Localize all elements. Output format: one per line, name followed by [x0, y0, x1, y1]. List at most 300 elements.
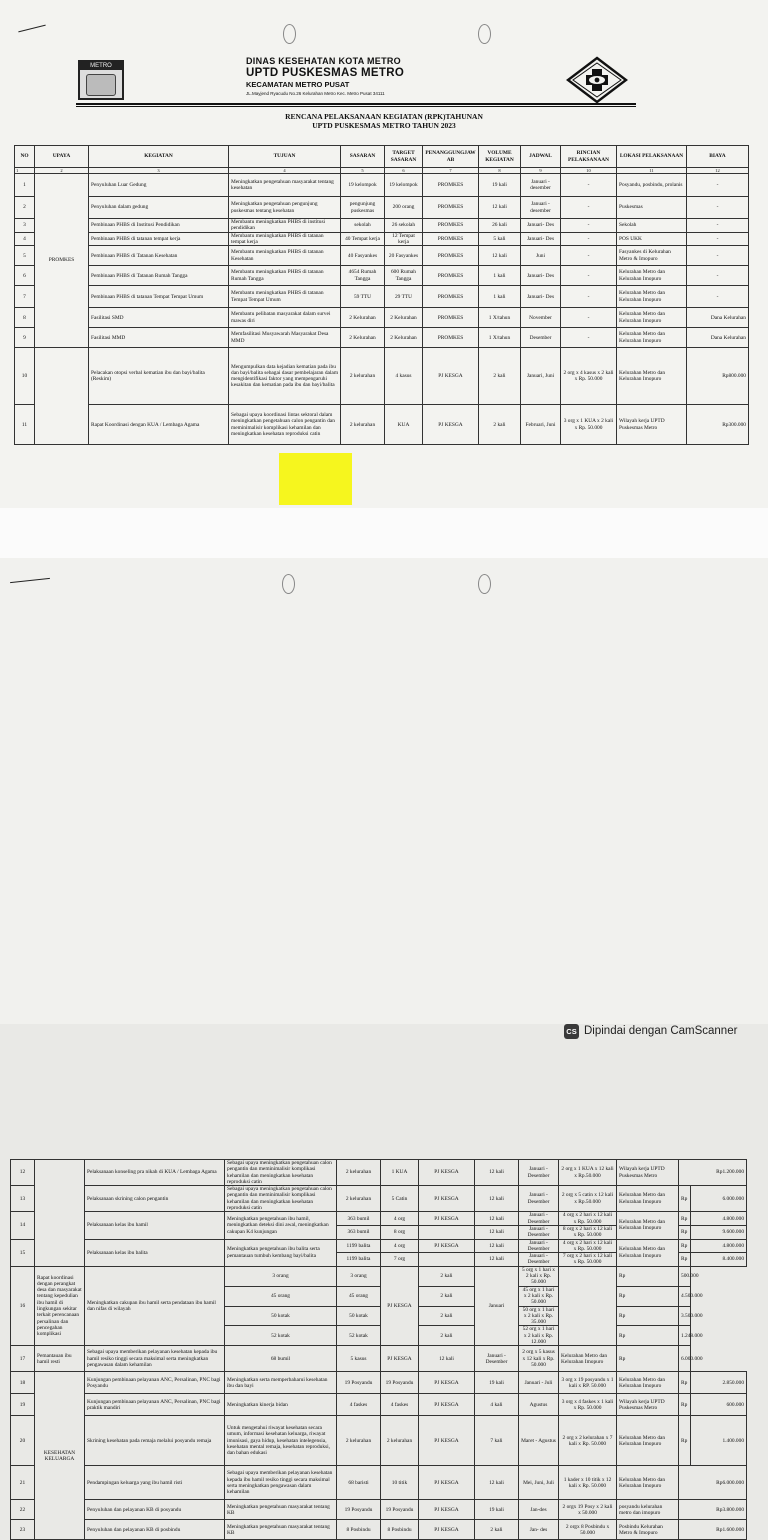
lokasi-cell: Kelurahan Metro dan Kelurahan Imopuro: [559, 1346, 617, 1372]
lokasi-cell: Kelurahan Metro dan Kelurahan Imopuro: [617, 1212, 679, 1239]
row-number: 3: [15, 219, 35, 233]
row-number: 23: [11, 1520, 35, 1540]
rincian-cell: 2 org x 5 kasus x 12 kali x Rp. 50.000: [519, 1346, 559, 1372]
biaya-cell: Rp1.200.000: [679, 1160, 747, 1186]
volume-cell: 26 kali: [479, 219, 521, 233]
tujuan-cell: Memfasilitasi Musyawarah Masyarakat Desa MMD: [229, 328, 341, 348]
punch-hole: [478, 574, 491, 594]
biaya-prefix-cell: Rp: [617, 1266, 679, 1286]
target-cell: 2 Kelurahan: [385, 308, 423, 328]
page-gap: [0, 508, 768, 1037]
kegiatan-cell: Pendampingan keluarga yang ibu hamil risti: [85, 1466, 225, 1500]
sasaran-cell: 8 Posbindu: [337, 1520, 381, 1540]
rincian-cell: 2 org x 5 catin x 12 kali x Rp.50.000: [559, 1186, 617, 1212]
row-number: 5: [15, 246, 35, 266]
biaya-cell: 9.600.000: [691, 1225, 747, 1239]
jadwal-cell: Desember: [521, 328, 561, 348]
agency-name: DINAS KESEHATAN KOTA METRO: [246, 56, 401, 66]
column-number: 5: [341, 168, 385, 174]
tujuan-cell: Mengumpulkan data kejadian kematian pada ibu dan bayi/balita sebagai dasar pembelajaran dalam mengidentifikasi faktor yang mempengaruhi kesakitan dan kematian pada ibu dan bayi/balita: [229, 348, 341, 405]
row-number: 6: [15, 266, 35, 286]
kegiatan-cell: Pelaksanaan konseling pra nikah di KUA / Lembaga Agama: [85, 1160, 225, 1186]
pj-cell: PJ KESGA: [419, 1160, 475, 1186]
rincian-cell: -: [561, 246, 617, 266]
jadwal-cell: Januari - desember: [521, 174, 561, 197]
volume-cell: 2 kali: [419, 1286, 475, 1306]
lokasi-cell: Wilayah kerja UPTD Puskesmas Metro: [617, 1160, 679, 1186]
biaya-cell: 8.400.000: [691, 1253, 747, 1267]
sasaran-cell: 2 kelurahan: [337, 1160, 381, 1186]
row-number: 14: [11, 1212, 35, 1239]
sasaran-cell: 52 kotak: [225, 1326, 337, 1346]
rincian-cell: 4 org x 2 hari x 12 kali x Rp. 50.000: [559, 1212, 617, 1226]
jadwal-cell: Februari, Juni: [521, 405, 561, 445]
target-cell: KUA: [385, 405, 423, 445]
biaya-prefix-cell: Rp: [679, 1225, 691, 1239]
jadwal-cell: Januari- Des: [521, 219, 561, 233]
table-row: [11, 1160, 747, 1186]
pj-cell: PJ KESGA: [419, 1372, 475, 1394]
jadwal-cell: Januari - Desember: [475, 1346, 519, 1372]
pj-cell: PJ KESGA: [419, 1416, 475, 1466]
table-row: [15, 246, 749, 266]
column-header: VOLUME KEGIATAN: [479, 146, 521, 168]
table-row: [11, 1186, 747, 1212]
biaya-prefix-cell: Rp: [679, 1394, 691, 1416]
kegiatan-cell: Pelaksanaan kelas ibu hamil: [85, 1212, 225, 1239]
column-number: 7: [423, 168, 479, 174]
lokasi-cell: Kelurahan Metro dan Kelurahan Imopuro: [617, 1372, 679, 1394]
row-number: 12: [11, 1160, 35, 1186]
jadwal-cell: Jan-des: [519, 1500, 559, 1520]
column-number: 10: [561, 168, 617, 174]
table-row: [15, 286, 749, 308]
rincian-cell: 7 org x 2 hari x 12 kali x Rp. 50.000: [559, 1253, 617, 1267]
pj-cell: PJ KESGA: [423, 405, 479, 445]
upaya-cell: PROMKES: [35, 174, 89, 348]
row-number: 20: [11, 1416, 35, 1466]
sasaran-cell: 2 Kelurahan: [341, 328, 385, 348]
pj-cell: PROMKES: [423, 232, 479, 246]
target-cell: 4 faskes: [381, 1394, 419, 1416]
table-row: [15, 308, 749, 328]
rincian-cell: -: [561, 286, 617, 308]
row-number: 4: [15, 232, 35, 246]
target-cell: 52 kotak: [337, 1326, 381, 1346]
column-number: 3: [89, 168, 229, 174]
district-name: KECAMATAN METRO PUSAT: [246, 80, 350, 89]
sasaran-cell: 2 kelurahan: [337, 1416, 381, 1466]
table-row: [11, 1372, 747, 1394]
biaya-cell: Rp1.600.000: [679, 1520, 747, 1540]
tujuan-cell: Meningkatkan pengetahuan pengunjung puskesmas tentang kesehatan: [229, 197, 341, 219]
pj-cell: PJ KESGA: [419, 1394, 475, 1416]
kegiatan-cell: Pembinaan PHBS di Tatanan Kesehatan: [89, 246, 229, 266]
sasaran-cell: 4654 Rumah Tangga: [341, 266, 385, 286]
sasaran-cell: 59 TTU: [341, 286, 385, 308]
rincian-cell: 3 org x 4 faskes x 1 kali x Rp. 50.000: [559, 1394, 617, 1416]
biaya-prefix-cell: Rp: [679, 1212, 691, 1226]
column-header: SASARAN: [341, 146, 385, 168]
column-header: BIAYA: [687, 146, 749, 168]
pj-cell: PJ KESGA: [419, 1466, 475, 1500]
kegiatan-cell: Penyuluhan dan pelayanan KB di posyandu: [85, 1500, 225, 1520]
biaya-cell: 600.000: [691, 1394, 747, 1416]
tujuan-cell: Meningkatkan pengetahuan masyarakat tentang KB: [225, 1520, 337, 1540]
institution-name: UPTD PUSKESMAS METRO: [246, 67, 405, 79]
lokasi-cell: Kelurahan Metro dan Kelurahan Imopuro: [617, 1186, 679, 1212]
lokasi-cell: posyandu kelurahan metro dan imopuro: [617, 1500, 679, 1520]
volume-cell: 2 kali: [479, 405, 521, 445]
target-cell: 50 kotak: [337, 1306, 381, 1326]
rincian-cell: 2 org x 1 KUA x 12 kali x Rp.50.000: [559, 1160, 617, 1186]
target-cell: 26 sekolah: [385, 219, 423, 233]
lokasi-cell: Kelurahan Metro dan Kelurahan Imopuro: [617, 1239, 679, 1266]
rincian-cell: 2 orgx 19 Posy x 2 kali x 50.000: [559, 1500, 617, 1520]
punch-hole: [282, 574, 295, 594]
tujuan-cell: Membantu meningkatkan PHBS di institusi pendidikan: [229, 219, 341, 233]
lokasi-cell: POS UKK: [617, 232, 687, 246]
tujuan-cell: Meningkatkan pengetahuan masyarakat tentang kesehatan: [229, 174, 341, 197]
rincian-cell: -: [561, 266, 617, 286]
sasaran-cell: 68 baristi: [337, 1466, 381, 1500]
row-number: 8: [15, 308, 35, 328]
biaya-cell: -: [687, 219, 749, 233]
column-number: 8: [479, 168, 521, 174]
rincian-cell: -: [561, 174, 617, 197]
biaya-cell: -: [687, 286, 749, 308]
target-cell: 10 titik: [381, 1466, 419, 1500]
target-cell: 45 orang: [337, 1286, 381, 1306]
sasaran-cell: 2 kelurahan: [341, 405, 385, 445]
jadwal-cell: November: [521, 308, 561, 328]
volume-cell: 12 kali: [475, 1239, 519, 1253]
sasaran-cell: 2 Kelurahan: [341, 308, 385, 328]
table-row: [11, 1394, 747, 1416]
rincian-cell: -: [561, 328, 617, 348]
column-number: 1: [15, 168, 35, 174]
biaya-cell: 4.800.000: [691, 1239, 747, 1253]
pj-cell: PJ KESGA: [381, 1266, 419, 1346]
biaya-prefix-cell: Rp: [617, 1326, 679, 1346]
column-header: RINCIAN PELAKSANAAN: [561, 146, 617, 168]
volume-cell: 1 kali: [479, 286, 521, 308]
sasaran-cell: 2 kelurahan: [341, 348, 385, 405]
address: JL.Mayjend Ryacudu No.26 Kelurahan Metro Kec. Metro Pusat 34111: [246, 91, 385, 96]
target-cell: 19 kelompok: [385, 174, 423, 197]
row-number: 2: [15, 197, 35, 219]
table-row: [15, 405, 749, 445]
tujuan-cell: Meningkatkan pengetahuan ibu hamil, meningkatkan deteksi dini awal, meningkatkan cakupan K4 kunjungan: [225, 1212, 337, 1239]
kegiatan-cell: Pembinaan PHBS di Tatanan Rumah Tangga: [89, 266, 229, 286]
biaya-prefix-cell: Rp: [617, 1286, 679, 1306]
biaya-cell: 4.500.000: [679, 1286, 691, 1306]
tujuan-cell: Meningkatkan pengetahuan ibu balita serta pemantauan tumbuh kembang bayi/balita: [225, 1239, 337, 1266]
target-cell: 2 kelurahan: [381, 1416, 419, 1466]
volume-cell: 12 kali: [479, 246, 521, 266]
row-number: 11: [15, 405, 35, 445]
table-row: [11, 1416, 747, 1466]
row-number: 21: [11, 1466, 35, 1500]
table-row: [11, 1520, 747, 1540]
target-cell: 12 Tempat kerja: [385, 232, 423, 246]
volume-cell: 12 kali: [475, 1225, 519, 1239]
row-number: 7: [15, 286, 35, 308]
rincian-cell: -: [561, 219, 617, 233]
biaya-cell: Rp800.000: [687, 348, 749, 405]
lokasi-cell: Posbindu Kelurahan Metro & Imopuro: [617, 1520, 679, 1540]
rincian-cell: 50 org x 1 hari x 2 kali x Rp. 35.000: [519, 1306, 559, 1326]
column-number: 11: [617, 168, 687, 174]
table-row: [15, 266, 749, 286]
pen-mark: [10, 578, 50, 583]
pj-cell: PJ KESGA: [419, 1520, 475, 1540]
pj-cell: [419, 1253, 475, 1267]
table-row: [15, 348, 749, 405]
kegiatan-cell: Pembinaan PHBS di Institusi Pendidikan: [89, 219, 229, 233]
table-row: [11, 1239, 747, 1253]
target-cell: 4 org: [381, 1212, 419, 1226]
column-number: 9: [521, 168, 561, 174]
kegiatan-cell: Pembinaan PHBS di tatanan Tempat Tempat Umum: [89, 286, 229, 308]
kegiatan-cell: Pelacakan otopsi verbal kematian ibu dan bayi/balita (Reskim): [89, 348, 229, 405]
lokasi-cell: Wilayah kerja UPTD Puskesmas Metro: [617, 1394, 679, 1416]
table-row: [11, 1500, 747, 1520]
jadwal-cell: Januari, Juni: [521, 348, 561, 405]
upaya-cell: KESEHATAN KELUARGA: [35, 1372, 85, 1540]
target-cell: 2 Kelurahan: [385, 328, 423, 348]
biaya-prefix-cell: Rp: [679, 1239, 691, 1253]
target-cell: 29 TTU: [385, 286, 423, 308]
pj-cell: PJ KESGA: [419, 1500, 475, 1520]
target-cell: 5 kasus: [337, 1346, 381, 1372]
row-number: 18: [11, 1372, 35, 1394]
tujuan-cell: Meningkatkan pengetahuan masyarakat tentang KB: [225, 1500, 337, 1520]
biaya-cell: 500.000: [679, 1266, 691, 1286]
target-cell: 8 org: [381, 1225, 419, 1239]
lokasi-cell: Kelurahan Metro dan Kelurahan Imopuro: [617, 328, 687, 348]
table-row: [15, 328, 749, 348]
kegiatan-cell: Pembinaan PHBS di tatanan tempat kerja: [89, 232, 229, 246]
jadwal-cell: Maret - Agustus: [519, 1416, 559, 1466]
jadwal-cell: Agustus: [519, 1394, 559, 1416]
kegiatan-cell: Fasilitasi SMD: [89, 308, 229, 328]
sasaran-cell: 19 kelompok: [341, 174, 385, 197]
kegiatan-cell: Kunjungan pembinaan pelayanan ANC, Persalinan, PNC bagi Posyandu: [85, 1372, 225, 1394]
volume-cell: 1 X/tahun: [479, 308, 521, 328]
tujuan-cell: Sebagai upaya koordinasi lintas sektoral dalam meningkatkan pengetahuan calon pengantin dan meminimalisir komplikasi kehamilan dan meningkatkan kesehatan reproduksi catin: [229, 405, 341, 445]
pj-cell: PROMKES: [423, 308, 479, 328]
sasaran-cell: pengunjung puskesmas: [341, 197, 385, 219]
volume-cell: 2 kali: [419, 1306, 475, 1326]
biaya-cell: -: [687, 197, 749, 219]
volume-cell: 2 kali: [479, 348, 521, 405]
biaya-cell: 2.850.000: [691, 1372, 747, 1394]
punch-hole: [283, 24, 296, 44]
kegiatan-cell: Pelaksanaan skrining calon pengantin: [85, 1186, 225, 1212]
tujuan-cell: Meningkatkan cakupan ibu hamil serta pendataan ibu hamil dan nifas di wilayah: [85, 1266, 225, 1346]
sasaran-cell: 363 bumil: [337, 1212, 381, 1226]
kegiatan-cell: Penyuluhan Luar Gedung: [89, 174, 229, 197]
table-row: [11, 1466, 747, 1500]
lokasi-cell: Kelurahan Metro dan Kelurahan Imopuro: [617, 1466, 679, 1500]
volume-cell: 12 kali: [475, 1160, 519, 1186]
jadwal-cell: Januari - Desember: [519, 1212, 559, 1226]
volume-cell: 12 kali: [419, 1346, 475, 1372]
sasaran-cell: 40 Fasyankes: [341, 246, 385, 266]
tujuan-cell: Untuk mengetahui riwayat kesehatan secara umum, informasi kesehatan keluarga, riwayat imunisasi, gaya hidup, kesehatan intelegensia, kesehatan mental remaja, kesehatan reproduksi, dan bahan edukasi: [225, 1416, 337, 1466]
biaya-prefix-cell: Rp: [679, 1372, 691, 1394]
rincian-cell: 52 org x 1 hari x 2 kali x Rp. 12.000: [519, 1326, 559, 1346]
volume-cell: 2 kali: [419, 1266, 475, 1286]
kegiatan-cell: Rapat koordinasi dengan perangkat desa dan masyarakat tentang kepedulian ibu hamil di lingkungan sekitar terkait perencanaan persalinan dan pencegahan komplikasi: [35, 1266, 85, 1346]
biaya-cell: -: [687, 266, 749, 286]
column-number: 4: [229, 168, 341, 174]
table-row: [15, 174, 749, 197]
volume-cell: 12 kali: [475, 1466, 519, 1500]
camscanner-watermark: [564, 1022, 737, 1040]
volume-cell: 19 kali: [479, 174, 521, 197]
sasaran-cell: 68 bumil: [225, 1346, 337, 1372]
rincian-cell: -: [561, 308, 617, 328]
column-header: TARGET SASARAN: [385, 146, 423, 168]
biaya-prefix-cell: Rp: [617, 1306, 679, 1326]
sasaran-cell: 3 orang: [225, 1266, 337, 1286]
target-cell: 4 kasus: [385, 348, 423, 405]
kegiatan-cell: Rapat Koordinasi dengan KUA / Lembaga Agama: [89, 405, 229, 445]
biaya-cell: Rp3.800.000: [679, 1500, 747, 1520]
biaya-cell: -: [687, 246, 749, 266]
volume-cell: 1 X/tahun: [479, 328, 521, 348]
pj-cell: PROMKES: [423, 197, 479, 219]
tujuan-cell: Membantu meningkatkan PHBS di tatanan Kesehatan: [229, 246, 341, 266]
tujuan-cell: Membantu meningkatkan PHBS di tatanan tempat kerja: [229, 232, 341, 246]
kegiatan-cell: Kunjungan pembinaan pelayanan ANC, Persalinan, PNC bagi praktik mandiri: [85, 1394, 225, 1416]
pj-cell: PROMKES: [423, 219, 479, 233]
volume-cell: 19 kali: [475, 1500, 519, 1520]
biaya-prefix-cell: Rp: [617, 1346, 679, 1372]
volume-cell: 7 kali: [475, 1416, 519, 1466]
lokasi-cell: Kelurahan Metro dan Kelurahan Imopuro: [617, 348, 687, 405]
jadwal-cell: Januari - Desember: [519, 1253, 559, 1267]
table-row: [15, 219, 749, 233]
pj-cell: PJ KESGA: [419, 1186, 475, 1212]
rincian-cell: 2 orgx 8 Posbindu x 50.000: [559, 1520, 617, 1540]
jadwal-cell: Juni: [521, 246, 561, 266]
target-cell: 19 Posyandu: [381, 1372, 419, 1394]
volume-cell: 19 kali: [475, 1372, 519, 1394]
row-number: 9: [15, 328, 35, 348]
row-number: 10: [15, 348, 35, 405]
row-number: 19: [11, 1394, 35, 1416]
rincian-cell: -: [561, 197, 617, 219]
volume-cell: 2 kali: [419, 1326, 475, 1346]
target-cell: 600 Rumah Tangga: [385, 266, 423, 286]
jadwal-cell: Januari - Desember: [519, 1186, 559, 1212]
sasaran-cell: 2 kelurahan: [337, 1186, 381, 1212]
lokasi-cell: Wilayah kerja UPTD Puskesmas Metro: [617, 405, 687, 445]
tujuan-cell: Membantu meningkatkan PHBS di tatanan Rumah Tangga: [229, 266, 341, 286]
column-header: TUJUAN: [229, 146, 341, 168]
volume-cell: 12 kali: [475, 1186, 519, 1212]
jadwal-cell: Januari - Desember: [519, 1239, 559, 1253]
tujuan-cell: Sebagai upaya meningkatkan pengetahuan calon pengantin dan meminimalisir komplikasi kehamilan dan meningkatkan kesehatan reproduksi catin: [225, 1186, 337, 1212]
column-header: PENANGGUNGJAW AB: [423, 146, 479, 168]
puskesmas-logo-icon: [566, 56, 628, 104]
lokasi-cell: Posyandu, posbindu, prolanis: [617, 174, 687, 197]
kegiatan-cell: Pelaksanaan kelas ibu balita: [85, 1239, 225, 1266]
row-number: 16: [11, 1266, 35, 1346]
target-cell: 7 org: [381, 1253, 419, 1267]
pj-cell: PJ KESGA: [423, 348, 479, 405]
row-number: 15: [11, 1239, 35, 1266]
target-cell: 8 Posbindu: [381, 1520, 419, 1540]
pj-cell: PJ KESGA: [419, 1212, 475, 1226]
sasaran-cell: 40 Tempat kerja: [341, 232, 385, 246]
kegiatan-cell: Penyuluhan dalam gedung: [89, 197, 229, 219]
column-header: NO: [15, 146, 35, 168]
sasaran-cell: 363 bumil: [337, 1225, 381, 1239]
pj-cell: PROMKES: [423, 328, 479, 348]
pj-cell: PROMKES: [423, 286, 479, 308]
jadwal-cell: Januari - Juli: [519, 1372, 559, 1394]
column-header: JADWAL: [521, 146, 561, 168]
table-row: [11, 1266, 747, 1286]
lokasi-cell: Kelurahan Metro dan Kelurahan Imopuro: [617, 266, 687, 286]
tujuan-cell: Meningkatkan kinerja bidan: [225, 1394, 337, 1416]
pj-cell: [419, 1225, 475, 1239]
camscanner-icon: CS: [564, 1024, 579, 1039]
sasaran-cell: 45 orang: [225, 1286, 337, 1306]
rincian-cell: 8 org x 2 hari x 12 kali x Rp. 50.000: [559, 1225, 617, 1239]
biaya-cell: 1.248.000: [679, 1326, 691, 1346]
biaya-prefix-cell: Rp: [679, 1186, 691, 1212]
biaya-cell: 3.500.000: [679, 1306, 691, 1326]
jadwal-cell: Mei, Juni, Juli: [519, 1466, 559, 1500]
target-cell: 5 Catin: [381, 1186, 419, 1212]
kegiatan-cell: Fasilitasi MMD: [89, 328, 229, 348]
target-cell: 4 org: [381, 1239, 419, 1253]
jadwal-cell: Januari - desember: [521, 197, 561, 219]
biaya-prefix-cell: Rp: [679, 1253, 691, 1267]
row-number: 1: [15, 174, 35, 197]
biaya-cell: Rp6.000.000: [679, 1466, 747, 1500]
biaya-cell: -: [687, 232, 749, 246]
lokasi-cell: Puskesmas: [617, 197, 687, 219]
rpk-table-page-1: [14, 145, 749, 445]
volume-cell: 12 kali: [475, 1253, 519, 1267]
column-number: 6: [385, 168, 423, 174]
tujuan-cell: Sebagai upaya meningkatkan pengetahuan calon pengantin dan meminimalisir komplikasi kehamilan dan meningkatkan kesehatan reproduksi catin: [225, 1160, 337, 1186]
rincian-cell: 4 org x 2 hari x 12 kali x Rp. 50.000: [559, 1239, 617, 1253]
biaya-cell: 1.400.000: [691, 1416, 747, 1466]
rincian-cell: -: [561, 232, 617, 246]
volume-cell: 12 kali: [475, 1212, 519, 1226]
biaya-prefix-cell: Rp: [679, 1416, 691, 1466]
lokasi-cell: Fasyankes di Kelurahan Metro & Imopuro: [617, 246, 687, 266]
biaya-cell: 6.000.000: [691, 1186, 747, 1212]
sasaran-cell: 4 faskes: [337, 1394, 381, 1416]
lokasi-cell: [559, 1266, 617, 1346]
target-cell: 3 orang: [337, 1266, 381, 1286]
volume-cell: 2 kali: [475, 1520, 519, 1540]
sasaran-cell: 19 Posyandu: [337, 1500, 381, 1520]
jadwal-cell: Jan- des: [519, 1520, 559, 1540]
target-cell: 1 KUA: [381, 1160, 419, 1186]
upaya-cell: [35, 348, 89, 445]
sasaran-cell: 50 kotak: [225, 1306, 337, 1326]
rincian-cell: 1 kader x 10 titik x 12 kali x Rp. 50.000: [559, 1466, 617, 1500]
